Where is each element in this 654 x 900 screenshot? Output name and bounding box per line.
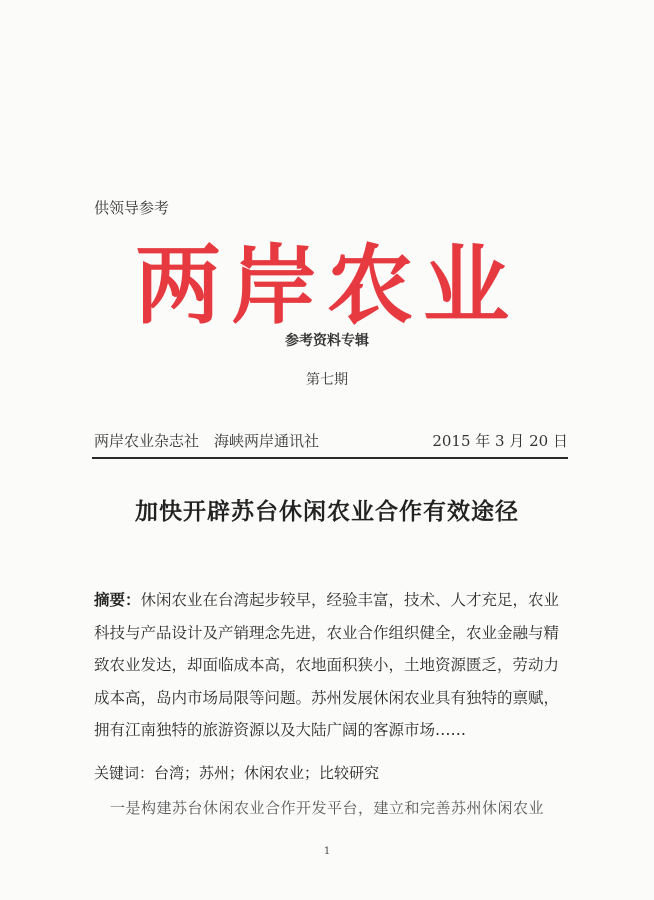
publisher-line (94, 430, 568, 451)
abstract-paragraph (94, 584, 574, 747)
masthead-title: 两岸农业 (135, 236, 519, 336)
issue-number: 第七期 (306, 372, 348, 388)
keywords-text: 台湾；苏州；休闲农业；比较研究 (154, 764, 380, 782)
publish-date: 2015 年 3 月 20 日 (432, 432, 568, 450)
publisher-names: 两岸农业杂志社 海峡两岸通讯社 (94, 432, 320, 450)
keywords-label: 关键词： (94, 764, 155, 782)
header-divider (92, 457, 568, 459)
abstract-text: 休闲农业在台湾起步较早，经验丰富，技术、人才充足，农业科技与产品设计及产销理念先进，农业合作组织健全，农业金融与精致农业发达，却面临成本高，农地面积狭小，土地资源匮乏，劳动力成本高，岛内市场局限等问题。苏州发展休闲农业具有独特的禀赋，拥有江南独特的旅游资源以及大陆广阔的客源市场…… (94, 591, 560, 739)
body-first-line: 一是构建苏台休闲农业合作开发平台，建立和完善苏州休闲农业 (110, 799, 545, 817)
special-issue-subtitle: 参考资料专辑 (285, 333, 369, 349)
page-number: 1 (323, 846, 331, 857)
abstract-label: 摘要： (94, 591, 141, 609)
leader-reference-tag: 供领导参考 (94, 199, 170, 217)
article-title: 加快开辟苏台休闲农业合作有效途径 (135, 499, 519, 525)
keywords-line (94, 762, 379, 783)
